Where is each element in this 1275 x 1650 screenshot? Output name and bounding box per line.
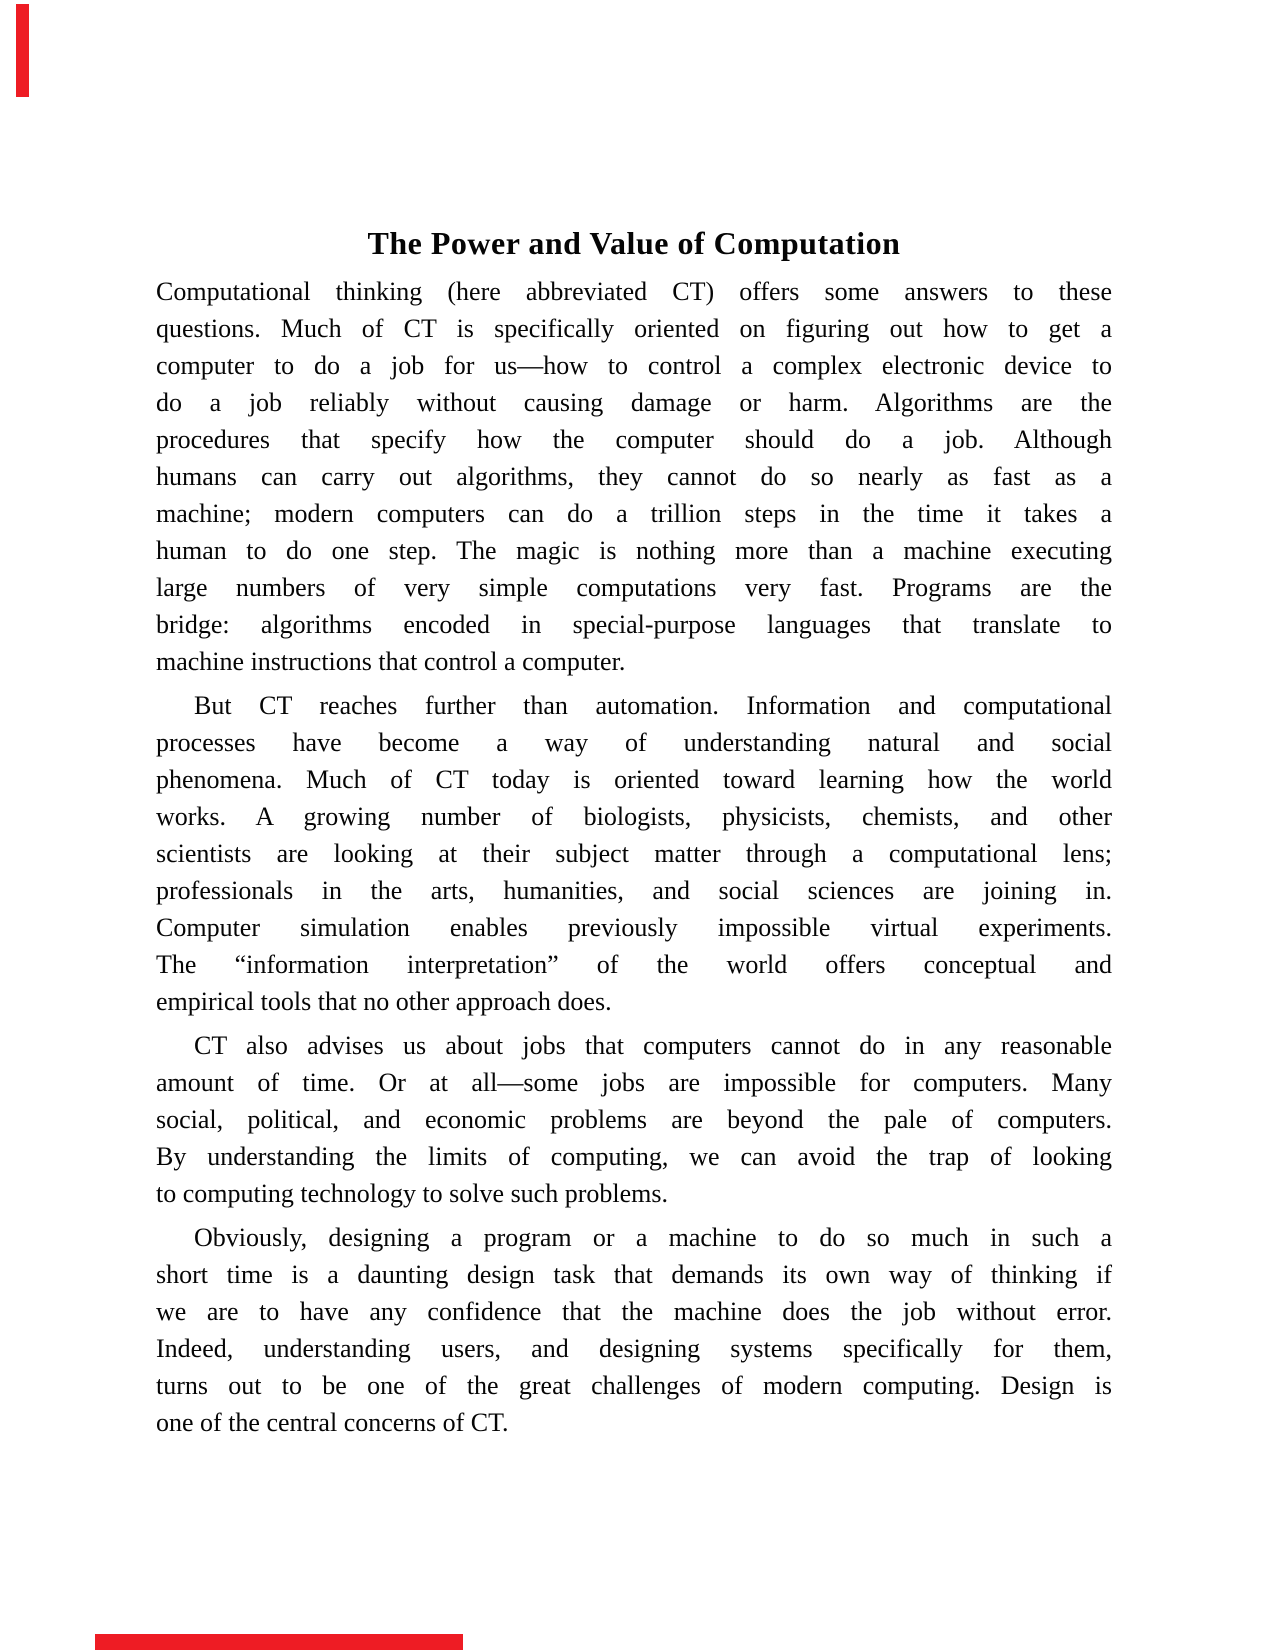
text-line: turns out to be one of the great challenges of modern computing. Design is: [156, 1371, 1112, 1400]
page-title: The Power and Value of Computation: [367, 225, 901, 261]
text-line: Indeed, understanding users, and designing systems specifically for them,: [156, 1334, 1112, 1363]
text-line: processes have become a way of understanding natural and social: [156, 728, 1112, 757]
text-line: But CT reaches further than automation. Information and computational: [194, 691, 1112, 720]
text-line: questions. Much of CT is specifically oriented on figuring out how to get a: [156, 314, 1112, 343]
text-line: humans can carry out algorithms, they cannot do so nearly as fast as a: [156, 462, 1112, 491]
text-line: computer to do a job for us—how to control a complex electronic device to: [156, 351, 1112, 380]
text-line: CT also advises us about jobs that computers cannot do in any reasonable: [194, 1031, 1112, 1060]
text-line: do a job reliably without causing damage or harm. Algorithms are the: [156, 388, 1112, 417]
text-line: amount of time. Or at all—some jobs are impossible for computers. Many: [156, 1068, 1112, 1097]
paragraph-2: [156, 687, 1112, 1020]
text-line: works. A growing number of biologists, physicists, chemists, and other: [156, 802, 1112, 831]
text-line: short time is a daunting design task that demands its own way of thinking if: [156, 1260, 1112, 1289]
text-line: large numbers of very simple computations very fast. Programs are the: [156, 573, 1112, 602]
text-line: human to do one step. The magic is nothing more than a machine executing: [156, 536, 1112, 565]
text-line: Obviously, designing a program or a machine to do so much in such a: [194, 1223, 1112, 1252]
text-line: social, political, and economic problems are beyond the pale of computers.: [156, 1105, 1112, 1134]
text-line: empirical tools that no other approach does.: [156, 987, 612, 1016]
red-scan-artifact-left: [16, 4, 29, 97]
paragraph-3: [156, 1027, 1112, 1212]
red-scan-artifact-bottom: [95, 1634, 463, 1650]
text-line: to computing technology to solve such problems.: [156, 1179, 668, 1208]
text-line: phenomena. Much of CT today is oriented toward learning how the world: [156, 765, 1112, 794]
text-line: professionals in the arts, humanities, and social sciences are joining in.: [156, 876, 1112, 905]
text-line: one of the central concerns of CT.: [156, 1408, 509, 1437]
text-line: Computational thinking (here abbreviated CT) offers some answers to these: [156, 277, 1112, 306]
paragraph-4: [156, 1219, 1112, 1441]
page-body: [156, 224, 1112, 1441]
text-line: machine; modern computers can do a trillion steps in the time it takes a: [156, 499, 1112, 528]
text-line: The “information interpretation” of the world offers conceptual and: [156, 950, 1112, 979]
text-line: machine instructions that control a computer.: [156, 647, 626, 676]
text-line: we are to have any confidence that the machine does the job without error.: [156, 1297, 1112, 1326]
text-line: Computer simulation enables previously impossible virtual experiments.: [156, 913, 1112, 942]
paragraph-1: [156, 273, 1112, 680]
text-line: procedures that specify how the computer should do a job. Although: [156, 425, 1112, 454]
text-line: bridge: algorithms encoded in special-purpose languages that translate to: [156, 610, 1112, 639]
text-line: scientists are looking at their subject matter through a computational lens;: [156, 839, 1112, 868]
text-line: By understanding the limits of computing, we can avoid the trap of looking: [156, 1142, 1112, 1171]
